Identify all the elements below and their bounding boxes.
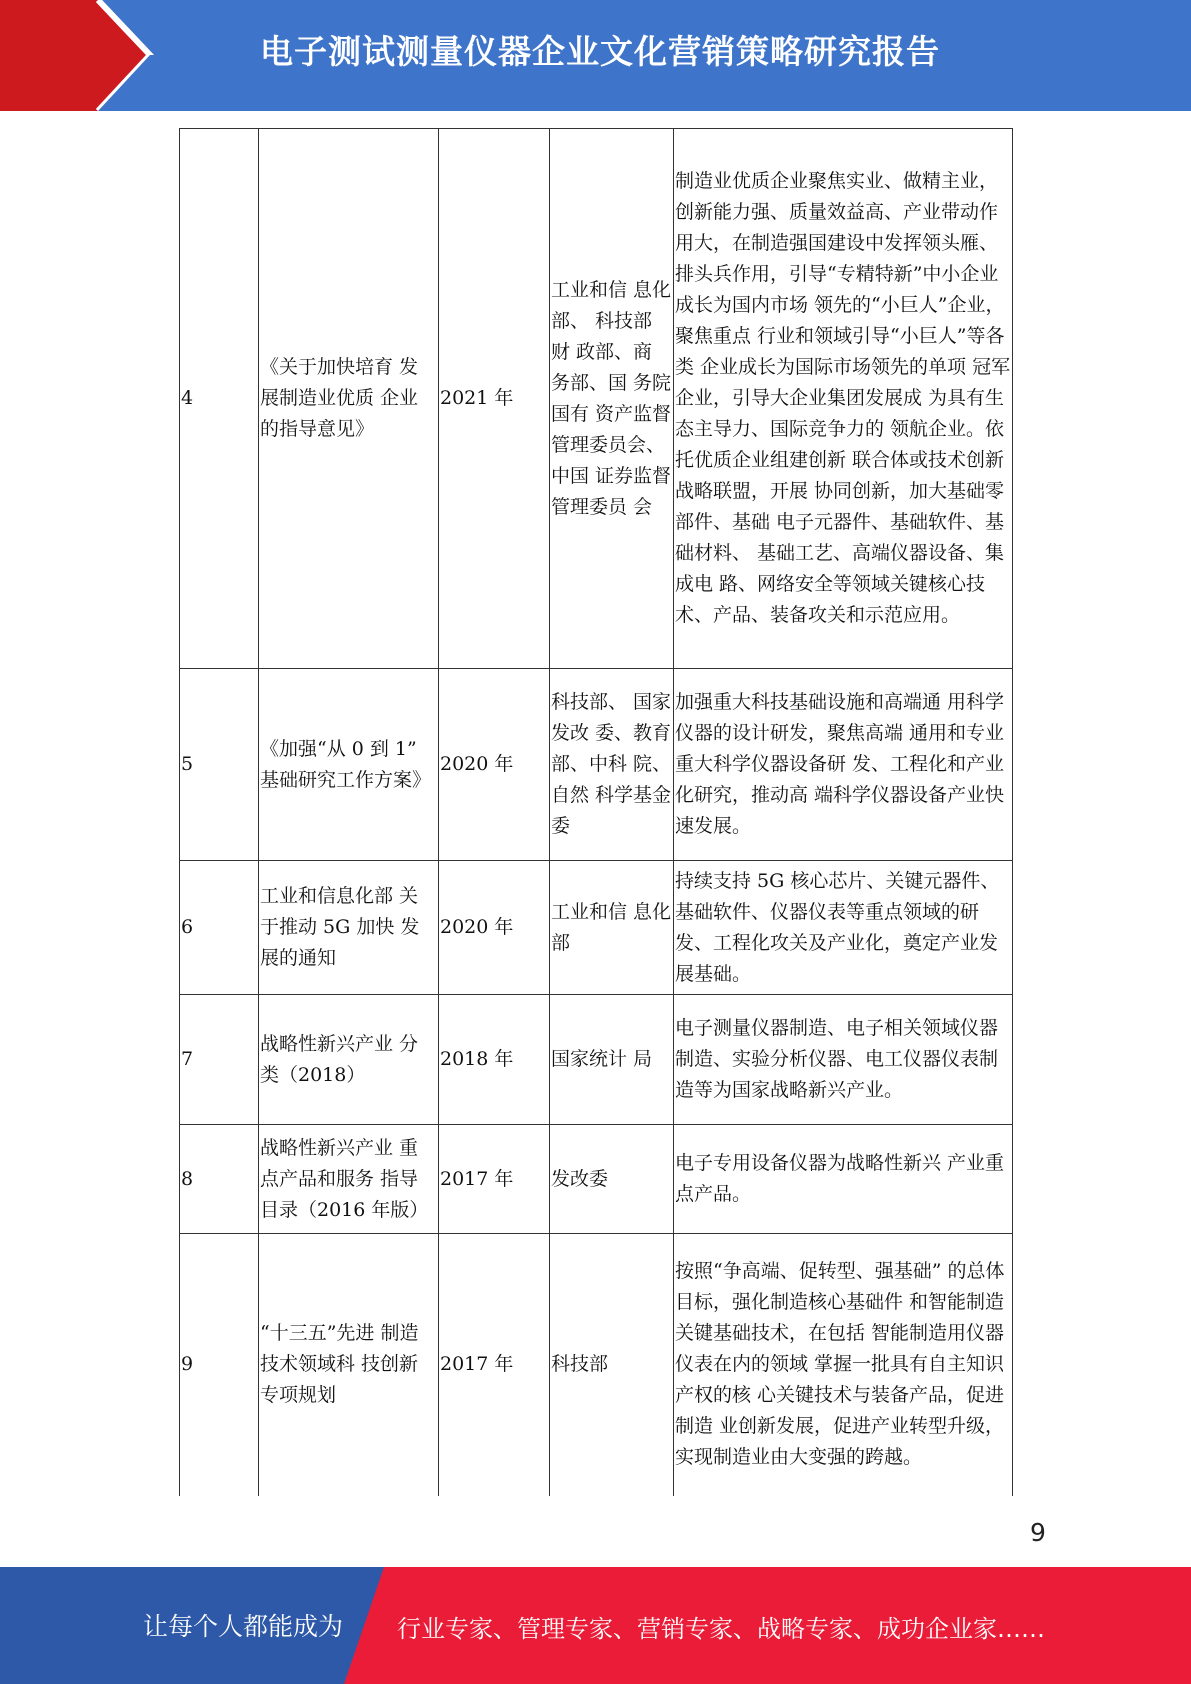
issuing-department: 国家统计 局 xyxy=(550,995,674,1125)
policy-year: 2020 年 xyxy=(439,669,550,861)
row-number: 6 xyxy=(180,861,259,995)
policy-content: 电子专用设备仪器为战略性新兴 产业重点产品。 xyxy=(674,1125,1013,1234)
policy-name: 战略性新兴产业 重点产品和服务 指导目录（2016 年版） xyxy=(259,1125,439,1234)
table-row xyxy=(180,861,1013,995)
table-row xyxy=(180,995,1013,1125)
policy-content: 按照“争高端、促转型、强基础” 的总体目标，强化制造核心基础件 和智能制造关键基础技术，在包括 智能制造用仪器仪表在内的领域 掌握一批具有自主知识产权的核 心关键技术与装备产品，促进制造 业创新发展，促进产业转型升级， 实现制造业由大变强的跨越。 xyxy=(674,1234,1013,1496)
policy-year: 2017 年 xyxy=(439,1125,550,1234)
issuing-department: 科技部、 国家发改 委、教育 部、中科 院、自然 科学基金 委 xyxy=(550,669,674,861)
report-title: 电子测试测量仪器企业文化营销策略研究报告 xyxy=(260,32,940,71)
issuing-department: 工业和信 息化部 xyxy=(550,861,674,995)
row-number: 5 xyxy=(180,669,259,861)
table-row xyxy=(180,669,1013,861)
policy-year: 2021 年 xyxy=(439,129,550,669)
table-row xyxy=(180,1234,1013,1496)
row-number: 4 xyxy=(180,129,259,669)
policy-year: 2018 年 xyxy=(439,995,550,1125)
header-chevron-decoration xyxy=(0,0,160,111)
policy-year: 2017 年 xyxy=(439,1234,550,1496)
policy-content: 电子测量仪器制造、电子相关领域仪器制造、实验分析仪器、电工仪器仪表制造等为国家战略新兴产业。 xyxy=(674,995,1013,1125)
policy-content: 加强重大科技基础设施和高端通 用科学仪器的设计研发，聚焦高端 通用和专业重大科学仪器设备研 发、工程化和产业化研究，推动高 端科学仪器设备产业快速发展。 xyxy=(674,669,1013,861)
footer-slogan-left: 让每个人都能成为 xyxy=(143,1612,344,1641)
issuing-department: 发改委 xyxy=(550,1125,674,1234)
policy-content: 制造业优质企业聚焦实业、做精主业，创新能力强、质量效益高、产业带动作用大，在制造强国建设中发挥领头雁、排头兵作用，引导“专精特新”中小企业成长为国内市场 领先的“小巨人”企业，聚焦重点 行业和领域引导“小巨人”等各类 企业成长为国际市场领先的单项 冠军企业，引导大企业集团发展成 为具有生态主导力、国际竞争力的 领航企业。依托优质企业组建创新 联合体或技术创新战略联盟，开展 协同创新，加大基础零部件、基础 电子元器件、基础软件、基础材料、 基础工艺、高端仪器设备、集成电 路、网络安全等领域关键核心技 术、产品、装备攻关和示范应用。 xyxy=(674,129,1013,669)
page-header xyxy=(0,0,1191,111)
row-number: 8 xyxy=(180,1125,259,1234)
policy-content: 持续支持 5G 核心芯片、关键元器件、基础软件、仪器仪表等重点领域的研发、工程化攻关及产业化，奠定产业发展基础。 xyxy=(674,861,1013,995)
issuing-department: 科技部 xyxy=(550,1234,674,1496)
row-number: 7 xyxy=(180,995,259,1125)
policy-name: 战略性新兴产业 分类（2018） xyxy=(259,995,439,1125)
policy-year: 2020 年 xyxy=(439,861,550,995)
footer-slogan-right: 行业专家、管理专家、营销专家、战略专家、成功企业家…… xyxy=(397,1615,1045,1643)
policy-name: 《加强“从 0 到 1” 基础研究工作方案》 xyxy=(259,669,439,861)
page-number: 9 xyxy=(1030,1518,1046,1547)
row-number: 9 xyxy=(180,1234,259,1496)
page-footer xyxy=(0,1567,1191,1684)
policy-name: “十三五”先进 制造技术领域科 技创新专项规划 xyxy=(259,1234,439,1496)
table-row xyxy=(180,1125,1013,1234)
policy-name: 《关于加快培育 发展制造业优质 企业的指导意见》 xyxy=(259,129,439,669)
policy-table xyxy=(179,128,1012,1496)
issuing-department: 工业和信 息化部、 科技部 财 政部、商 务部、国 务院国有 资产监督 管理委员会、中国 证券监督 管理委员 会 xyxy=(550,129,674,669)
table-row xyxy=(180,129,1013,669)
policy-name: 工业和信息化部 关于推动 5G 加快 发展的通知 xyxy=(259,861,439,995)
